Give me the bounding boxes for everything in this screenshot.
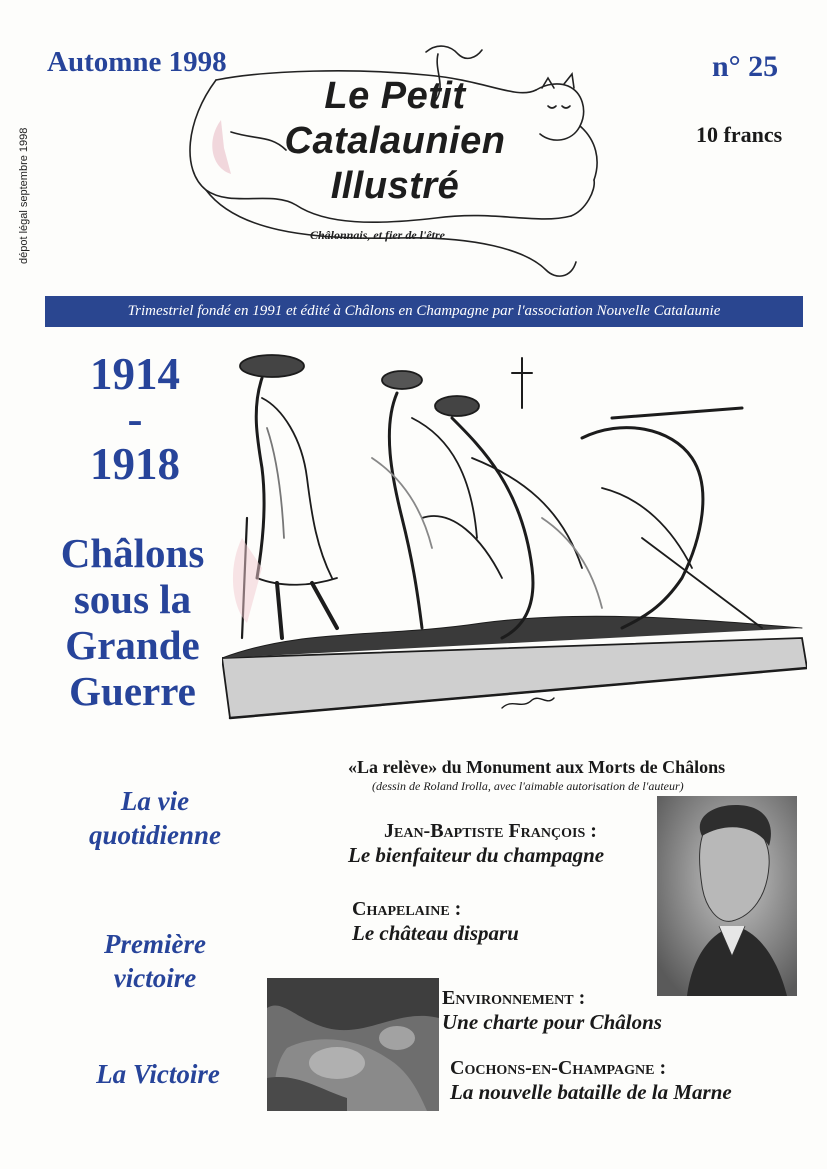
cover-headline-line: Guerre: [69, 668, 196, 714]
left-item-line: victoire: [113, 963, 197, 993]
topic-head-chapelaine: Chapelaine :: [352, 898, 462, 920]
topic-sub-chapelaine: Le château disparu: [352, 921, 519, 945]
cover-years: [40, 349, 230, 489]
cover-years-line: -: [127, 394, 143, 444]
left-item-daily-life: [50, 784, 260, 852]
cover-headline-line: sous la: [73, 576, 192, 622]
publication-banner: Trimestriel fondé en 1991 et édité à Châlons en Champagne par l'association Nouvelle Catalaunie: [45, 296, 803, 327]
masthead-title-line: Le Petit: [324, 75, 466, 117]
topic-head-environnement: Environnement :: [442, 987, 586, 1009]
masthead-title: [200, 74, 590, 209]
left-item-line: La Victoire: [96, 1059, 220, 1089]
cover-years-line: 1914: [90, 349, 180, 399]
portrait-engraving: [657, 796, 797, 996]
left-item-line: La vie: [120, 786, 190, 816]
legal-deposit-note: [18, 104, 38, 264]
left-item-line: quotidienne: [88, 820, 222, 850]
topic-head-cochons: Cochons-en-Champagne :: [450, 1057, 667, 1079]
masthead-tagline: Châlonnais, et fier de l'être: [310, 228, 445, 242]
left-item-victory: [58, 1057, 258, 1091]
issue-price: 10 francs: [696, 122, 783, 147]
topic-sub-jean-baptiste: Le bienfaiteur du champagne: [348, 843, 605, 867]
cover-years-line: 1918: [90, 439, 180, 489]
legal-deposit-text: dépot légal septembre 1998: [18, 127, 30, 264]
topic-sub-cochons: La nouvelle bataille de la Marne: [450, 1080, 732, 1104]
cover-headline-line: Châlons: [60, 530, 205, 576]
masthead-title-line: Illustré: [330, 165, 460, 207]
topic-sub-environnement: Une charte pour Châlons: [442, 1010, 662, 1034]
left-item-line: Première: [104, 929, 206, 959]
bottom-photo: [267, 978, 439, 1111]
monument-soldiers-drawing: [222, 338, 807, 738]
issue-number: n° 25: [712, 50, 779, 83]
masthead-title-line: Catalaunien: [284, 120, 506, 162]
left-item-first-victory: [55, 927, 255, 995]
topic-head-jean-baptiste: Jean-Baptiste François :: [384, 820, 597, 842]
cover-headline-line: Grande: [65, 622, 200, 668]
drawing-credit: (dessin de Roland Irolla, avec l'aimable autorisation de l'auteur): [372, 779, 684, 793]
issue-season: Automne 1998: [47, 46, 227, 78]
cover-headline: [30, 530, 235, 714]
drawing-caption: «La relève» du Monument aux Morts de Châlons: [348, 757, 726, 777]
